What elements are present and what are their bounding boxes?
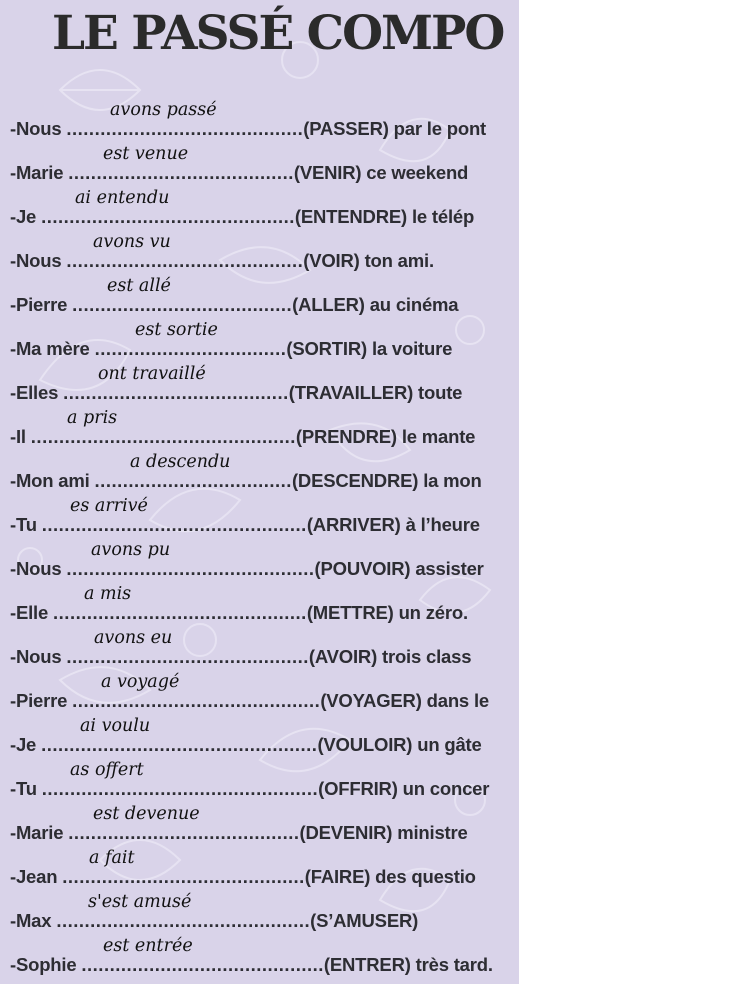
exercise-subject: -Ma mère: [10, 338, 90, 359]
exercise-subject: -Mon ami: [10, 470, 90, 491]
exercise-sentence: [10, 602, 468, 624]
exercise-sentence: [10, 910, 418, 932]
exercise-sentence: [10, 690, 489, 712]
exercise-subject: -Nous: [10, 558, 62, 579]
exercise-row: [0, 628, 519, 678]
exercise-row: [0, 892, 519, 942]
answer-blank: ............................................: [66, 558, 315, 579]
exercise-subject: -Il: [10, 426, 26, 447]
exercise-subject: -Marie: [10, 822, 64, 843]
infinitive-verb: (DESCENDRE): [291, 470, 419, 491]
exercise-sentence: [10, 426, 475, 448]
handwritten-answer: est entrée: [103, 936, 193, 956]
infinitive-verb: (PASSER): [303, 118, 389, 139]
exercise-row: [0, 848, 519, 898]
exercise-subject: -Sophie: [10, 954, 77, 975]
exercise-sentence: [10, 382, 462, 404]
exercise-sentence: [10, 822, 468, 844]
answer-blank: ............................................: [72, 690, 321, 711]
exercise-row: [0, 540, 519, 590]
sentence-rest: la mon: [423, 470, 482, 491]
exercise-subject: -Elle: [10, 602, 49, 623]
exercise-subject: -Je: [10, 206, 37, 227]
infinitive-verb: (SORTIR): [286, 338, 367, 359]
answer-blank: .............................................: [41, 206, 295, 227]
handwritten-answer: avons pu: [91, 540, 171, 560]
infinitive-verb: (METTRE): [306, 602, 394, 623]
exercise-sentence: [10, 558, 484, 580]
infinitive-verb: (PRENDRE): [295, 426, 397, 447]
handwritten-answer: es arrivé: [70, 496, 148, 516]
sentence-rest: toute: [418, 382, 463, 403]
infinitive-verb: (DEVENIR): [299, 822, 393, 843]
infinitive-verb: (FAIRE): [304, 866, 371, 887]
answer-blank: ..........................................: [66, 118, 304, 139]
infinitive-verb: (VENIR): [293, 162, 362, 183]
sentence-rest: ton ami.: [364, 250, 434, 271]
handwritten-answer: avons eu: [94, 628, 173, 648]
sentence-rest: la voiture: [371, 338, 453, 359]
infinitive-verb: (POUVOIR): [314, 558, 411, 579]
sentence-rest: un gâte: [417, 734, 482, 755]
exercise-subject: -Marie: [10, 162, 64, 183]
sentence-rest: assister: [415, 558, 484, 579]
answer-blank: ...........................................: [81, 954, 324, 975]
exercise-row: [0, 408, 519, 458]
handwritten-answer: a fait: [89, 848, 135, 868]
exercise-row: [0, 320, 519, 370]
handwritten-answer: s'est amusé: [88, 892, 192, 912]
exercise-row: [0, 276, 519, 326]
exercise-subject: -Max: [10, 910, 52, 931]
handwritten-answer: ai voulu: [80, 716, 151, 736]
handwritten-answer: ai entendu: [75, 188, 170, 208]
answer-blank: ...............................................: [30, 426, 296, 447]
exercise-subject: -Nous: [10, 250, 62, 271]
sentence-rest: des questio: [375, 866, 476, 887]
answer-blank: .............................................: [53, 602, 307, 623]
page-title: LE PASSÉ COMPO: [52, 6, 504, 61]
handwritten-answer: as offert: [70, 760, 144, 780]
answer-blank: ........................................: [63, 382, 289, 403]
exercise-sentence: [10, 250, 434, 272]
answer-blank: ...................................: [94, 470, 292, 491]
exercise-sentence: [10, 338, 452, 360]
exercise-subject: -Pierre: [10, 294, 68, 315]
infinitive-verb: (VOIR): [303, 250, 360, 271]
sentence-rest: par le pont: [393, 118, 487, 139]
infinitive-verb: (VOULOIR): [317, 734, 413, 755]
exercise-sentence: [10, 954, 493, 976]
sentence-rest: un zéro.: [398, 602, 468, 623]
sentence-rest: dans le: [426, 690, 489, 711]
sentence-rest: au cinéma: [369, 294, 459, 315]
handwritten-answer: a mis: [84, 584, 132, 604]
sentence-rest: le télép: [411, 206, 475, 227]
exercise-subject: -Pierre: [10, 690, 68, 711]
exercise-sentence: [10, 778, 489, 800]
answer-blank: .........................................: [68, 822, 300, 843]
exercise-row: [0, 232, 519, 282]
exercise-row: [0, 672, 519, 722]
answer-blank: ...........................................: [62, 866, 305, 887]
handwritten-answer: avons vu: [93, 232, 171, 252]
exercise-subject: -Tu: [10, 778, 37, 799]
exercise-sentence: [10, 866, 476, 888]
handwritten-answer: ont travaillé: [98, 364, 206, 384]
exercise-sentence: [10, 118, 486, 140]
handwritten-answer: a voyagé: [101, 672, 180, 692]
handwritten-answer: a pris: [67, 408, 118, 428]
sentence-rest: le mante: [401, 426, 476, 447]
answer-blank: .............................................: [56, 910, 311, 931]
exercise-subject: -Jean: [10, 866, 58, 887]
answer-blank: .......................................: [72, 294, 293, 315]
answer-blank: ..........................................: [66, 250, 304, 271]
infinitive-verb: (ARRIVER): [306, 514, 401, 535]
exercise-subject: -Elles: [10, 382, 59, 403]
exercise-sentence: [10, 470, 482, 492]
handwritten-answer: est venue: [103, 144, 189, 164]
handwritten-answer: a descendu: [130, 452, 231, 472]
exercise-sentence: [10, 294, 458, 316]
exercise-row: [0, 936, 519, 984]
sentence-rest: à l’heure: [405, 514, 480, 535]
infinitive-verb: (S’AMUSER): [310, 910, 419, 931]
answer-blank: .................................................: [41, 734, 318, 755]
exercise-sentence: [10, 734, 482, 756]
sentence-rest: un concer: [402, 778, 490, 799]
exercise-sentence: [10, 206, 474, 228]
handwritten-answer: est sortie: [135, 320, 218, 340]
infinitive-verb: (ENTRER): [323, 954, 411, 975]
exercise-row: [0, 188, 519, 238]
exercise-sentence: [10, 514, 480, 536]
exercise-sentence: [10, 162, 468, 184]
answer-blank: ........................................: [68, 162, 294, 183]
answer-blank: ...............................................: [41, 514, 307, 535]
infinitive-verb: (VOYAGER): [320, 690, 422, 711]
exercise-row: [0, 496, 519, 546]
exercise-row: [0, 100, 519, 150]
exercise-row: [0, 760, 519, 810]
exercise-row: [0, 804, 519, 854]
exercise-subject: -Je: [10, 734, 37, 755]
infinitive-verb: (TRAVAILLER): [288, 382, 414, 403]
handwritten-answer: est devenue: [93, 804, 200, 824]
answer-blank: .................................................: [41, 778, 319, 799]
exercise-subject: -Nous: [10, 118, 62, 139]
exercise-row: [0, 584, 519, 634]
sentence-rest: ce weekend: [366, 162, 469, 183]
answer-blank: ...........................................: [66, 646, 309, 667]
exercise-sentence: [10, 646, 471, 668]
handwritten-answer: avons passé: [110, 100, 217, 120]
infinitive-verb: (OFFRIR): [318, 778, 398, 799]
infinitive-verb: (AVOIR): [308, 646, 378, 667]
sentence-rest: très tard.: [415, 954, 493, 975]
handwritten-answer: est allé: [107, 276, 171, 296]
infinitive-verb: (ALLER): [292, 294, 365, 315]
exercise-subject: -Tu: [10, 514, 37, 535]
sentence-rest: ministre: [397, 822, 468, 843]
answer-blank: ..................................: [94, 338, 287, 359]
infinitive-verb: (ENTENDRE): [294, 206, 407, 227]
sentence-rest: trois class: [381, 646, 472, 667]
exercise-subject: -Nous: [10, 646, 62, 667]
